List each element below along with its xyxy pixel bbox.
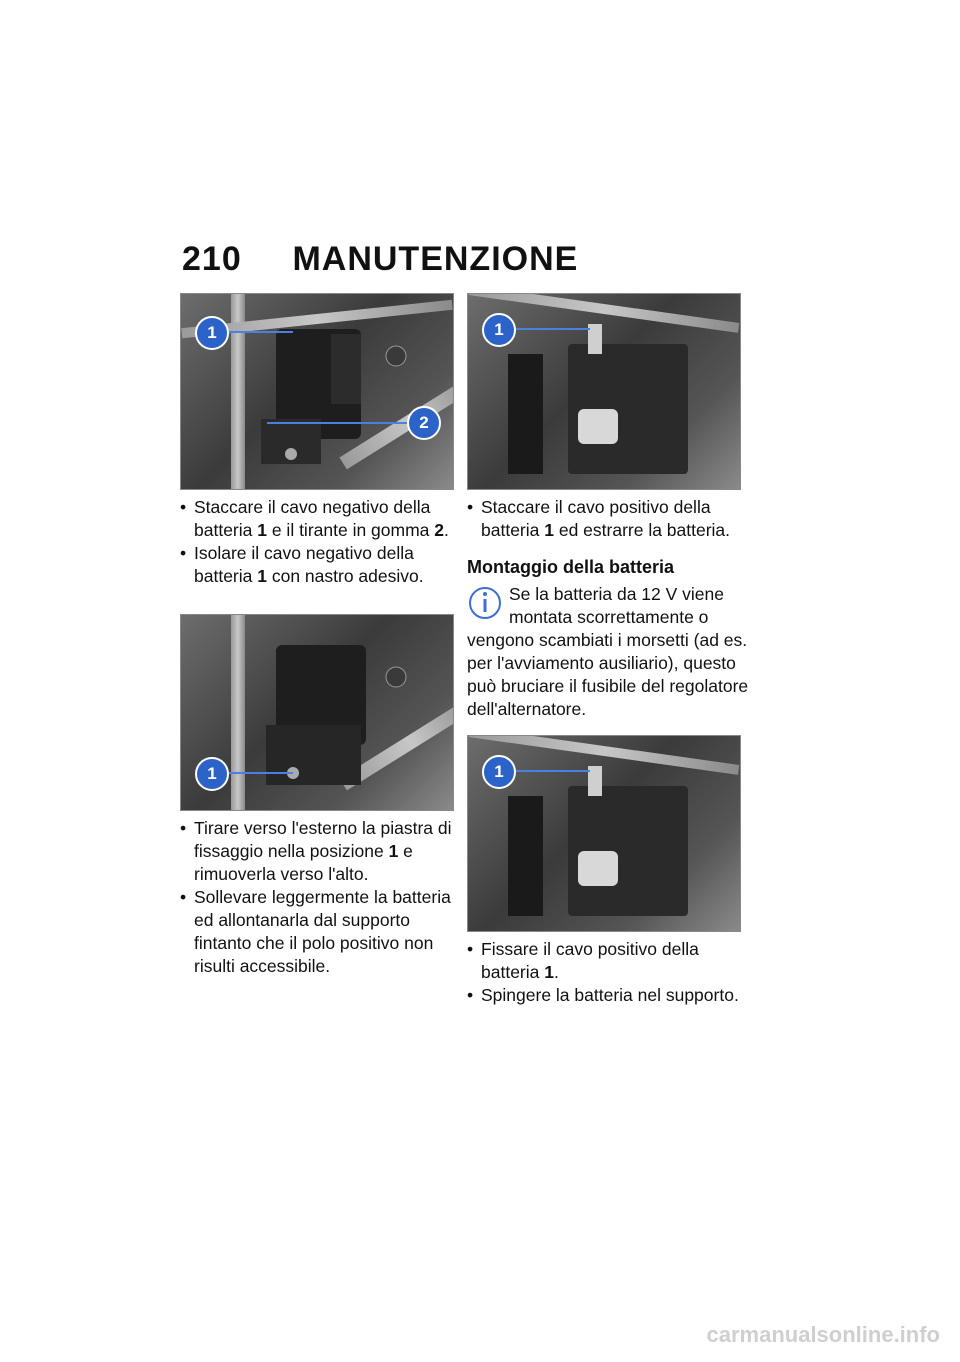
page-number: 210 xyxy=(182,240,242,278)
list-item: • Isolare il cavo negativo della batteria 1 con nastro adesivo. xyxy=(180,542,470,588)
step-list-2 xyxy=(180,817,470,978)
list-item: • Sollevare leggermente la batteria ed allontanarla dal supporto fintanto che il polo positivo non risulti accessibile. xyxy=(180,886,470,978)
right-column xyxy=(467,293,757,1007)
callout-1: 1 xyxy=(195,316,229,350)
battery-photo-3 xyxy=(467,293,741,490)
callout-1: 1 xyxy=(482,313,516,347)
info-text: Se la batteria da 12 V viene montata scorrettamente o vengono scambiati i morsetti (ad es. per l'avviamento ausiliario), questo può bruciare il fusibile del regolatore dell'alternatore. xyxy=(467,584,749,719)
battery-photo-2 xyxy=(180,614,454,811)
list-item: • Staccare il cavo positivo della batteria 1 ed estrarre la batteria. xyxy=(467,496,757,542)
left-column xyxy=(180,293,470,978)
list-item: • Spingere la batteria nel supporto. xyxy=(467,984,757,1007)
step-list-1 xyxy=(180,496,470,588)
callout-1: 1 xyxy=(482,755,516,789)
callout-2: 2 xyxy=(407,406,441,440)
battery-photo-4 xyxy=(467,735,741,932)
list-item: • Fissare il cavo positivo della batteria 1. xyxy=(467,938,757,984)
page-header xyxy=(182,240,578,279)
step-list-3 xyxy=(467,496,757,542)
section-title: MANUTENZIONE xyxy=(292,240,579,278)
list-item: • Tirare verso l'esterno la piastra di fissaggio nella posizione 1 e rimuoverla verso l'alto. xyxy=(180,817,470,886)
section-heading: Montaggio della batteria xyxy=(467,557,675,577)
info-icon xyxy=(467,583,503,627)
battery-photo-1 xyxy=(180,293,454,490)
watermark: carmanualsonline.info xyxy=(706,1322,940,1347)
list-item: • Staccare il cavo negativo della batteria 1 e il tirante in gomma 2. xyxy=(180,496,470,542)
callout-1: 1 xyxy=(195,757,229,791)
step-list-4 xyxy=(467,938,757,1007)
info-note xyxy=(467,583,757,721)
